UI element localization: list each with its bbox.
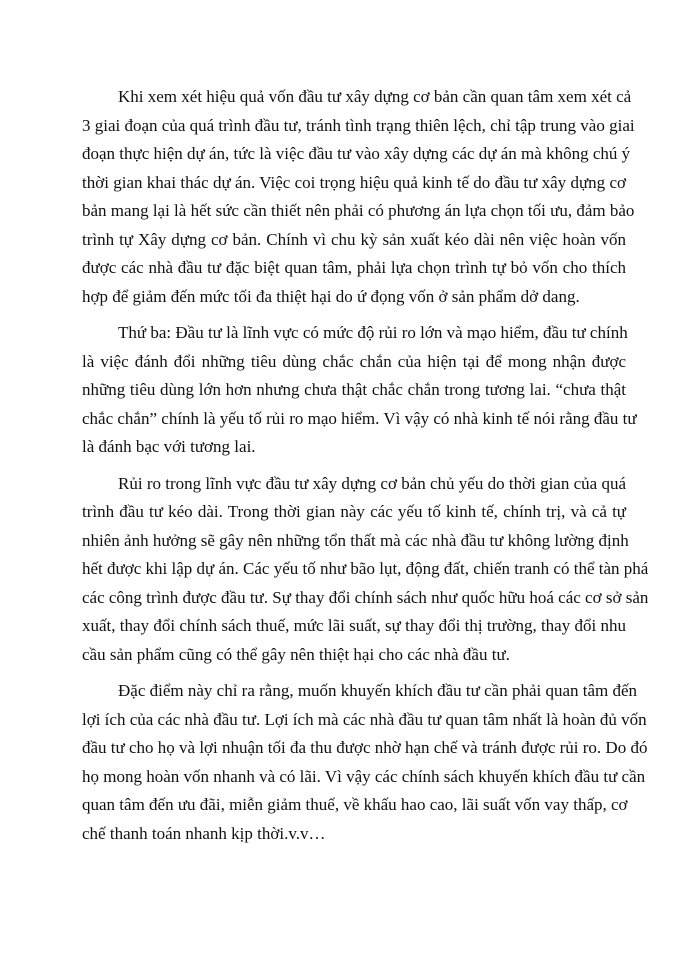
text-line: Khi xem xét hiệu quả vốn đầu tư xây dựng cơ bản cần quan tâm xem xét cả: [118, 87, 632, 106]
text-line: chế thanh toán nhanh kịp thời.v.v…: [82, 823, 326, 843]
paragraph-3: [82, 470, 649, 670]
text-line: 3 giai đoạn của quá trình đầu tư, tránh tình trạng thiên lệch, chỉ tập trung vào giai: [82, 115, 635, 135]
text-line: lợi ích của các nhà đầu tư. Lợi ích mà các nhà đầu tư quan tâm nhất là hoàn đủ vốn: [82, 709, 647, 729]
text-line: cầu sản phẩm cũng có thể gây nên thiệt hại cho các nhà đầu tư.: [82, 644, 510, 664]
text-line: những tiêu dùng lớn hơn nhưng chưa thật chắc chắn trong tương lai. “chưa thật: [82, 380, 626, 399]
text-line: thời gian khai thác dự án. Việc coi trọng hiệu quả kinh tế do đầu tư xây dựng cơ: [82, 172, 626, 192]
text-line: đầu tư cho họ và lợi nhuận tối đa thu được nhờ hạn chế và tránh được rủi ro. Do đó: [82, 738, 648, 757]
text-line: Đặc điểm này chỉ ra rằng, muốn khuyến khích đầu tư cần phải quan tâm đến: [118, 681, 638, 700]
text-line: các công trình được đầu tư. Sự thay đổi chính sách như quốc hữu hoá các cơ sở sản: [82, 587, 649, 607]
body-text: [82, 83, 649, 856]
text-line: họ mong hoàn vốn nhanh và có lãi. Vì vậy các chính sách khuyến khích đầu tư cần: [82, 766, 646, 786]
paragraph-1: [82, 83, 635, 311]
text-line: chắc chắn” chính là yếu tố rủi ro mạo hiểm. Vì vậy có nhà kinh tế nói rằng đầu tư: [82, 408, 637, 428]
text-line: đoạn thực hiện dự án, tức là việc đầu tư vào xây dựng các dự án mà không chú ý: [82, 144, 631, 163]
text-line: trình đầu tư kéo dài. Trong thời gian này các yếu tố kinh tế, chính trị, và cả tự: [82, 502, 626, 521]
text-line: bản mang lại là hết sức cần thiết nên phải có phương án lựa chọn tối ưu, đảm bảo: [82, 201, 635, 220]
text-line: hết được khi lập dự án. Các yếu tố như bão lụt, động đất, chiến tranh có thể tàn phá: [82, 559, 649, 578]
paragraph-4: [82, 677, 648, 848]
text-line: hợp để giảm đến mức tối đa thiệt hại do ứ đọng vốn ở sản phẩm dở dang.: [82, 286, 580, 306]
text-line: trình tự Xây dựng cơ bản. Chính vì chu kỳ sản xuất kéo dài nên việc hoàn vốn: [82, 229, 626, 249]
text-line: là việc đánh đổi những tiêu dùng chắc chắn của hiện tại để mong nhận được: [82, 351, 626, 371]
text-line: xuất, thay đổi chính sách thuế, mức lãi suất, sự thay đổi thị trường, thay đổi nhu: [82, 616, 626, 635]
text-line: nhiên ảnh hưởng sẽ gây nên những tổn thất mà các nhà đầu tư không lường định: [82, 530, 629, 550]
paragraph-2: [82, 319, 637, 462]
text-line: được các nhà đầu tư đặc biệt quan tâm, phải lựa chọn trình tự bỏ vốn cho thích: [82, 258, 626, 277]
text-line: Thứ ba: Đầu tư là lĩnh vực có mức độ rủi ro lớn và mạo hiểm, đầu tư chính: [118, 323, 628, 342]
text-line: quan tâm đến ưu đãi, miễn giảm thuế, về khấu hao cao, lãi suất vốn vay thấp, cơ: [82, 795, 628, 814]
text-line: là đánh bạc với tương lai.: [82, 437, 256, 456]
text-line: Rủi ro trong lĩnh vực đầu tư xây dựng cơ bản chủ yếu do thời gian của quá: [118, 473, 626, 493]
